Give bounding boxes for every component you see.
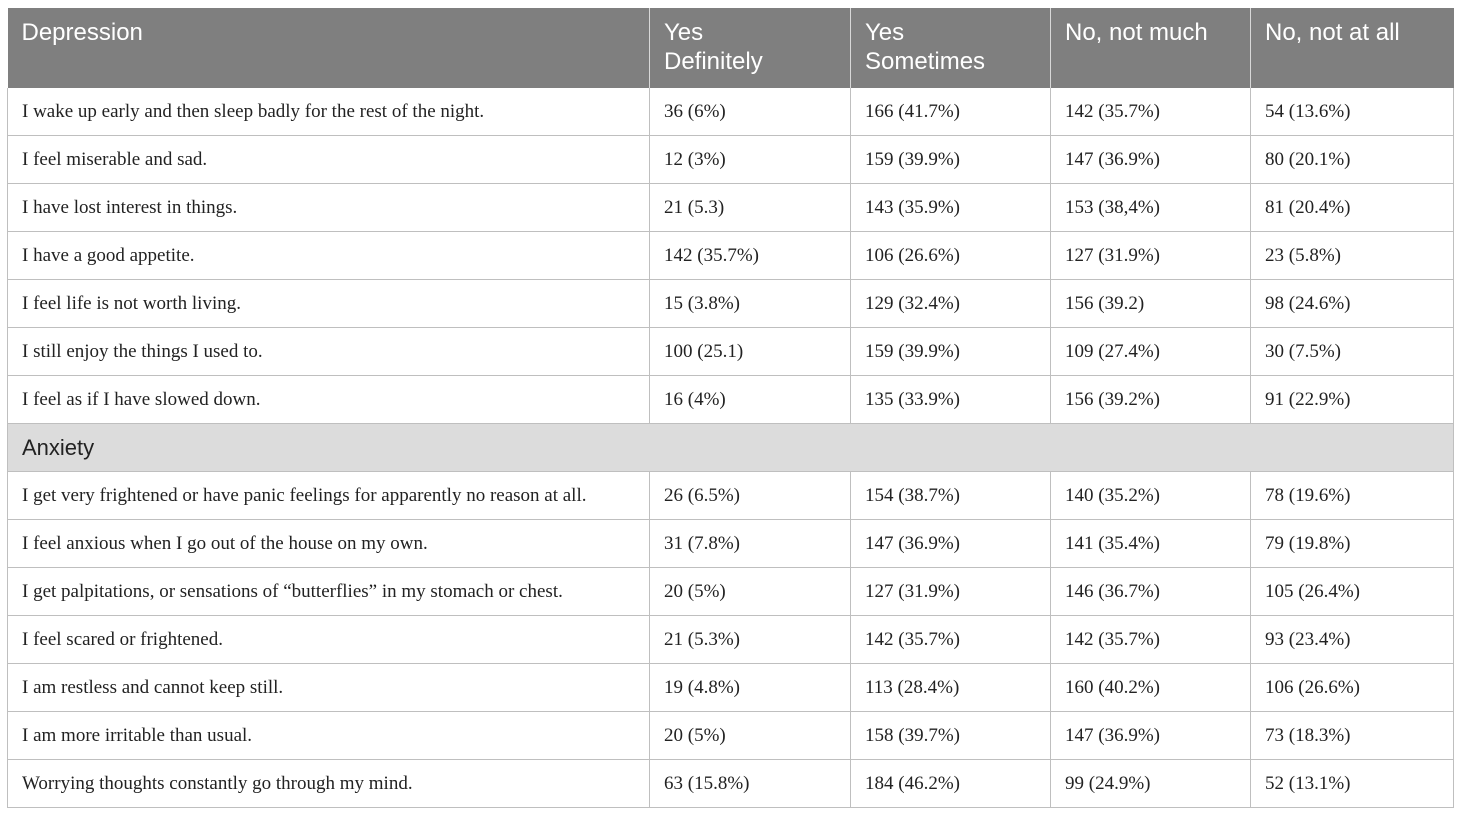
- cell-no-not-at-all: 106 (26.6%): [1251, 664, 1454, 712]
- cell-no-not-at-all: 91 (22.9%): [1251, 376, 1454, 424]
- cell-yes-sometimes: 154 (38.7%): [851, 472, 1051, 520]
- section-label: Anxiety: [8, 424, 1454, 472]
- table-row: [8, 616, 1454, 664]
- header-yes-definitely: Yes Definitely: [650, 8, 851, 88]
- table-row: [8, 88, 1454, 136]
- cell-no-not-at-all: 105 (26.4%): [1251, 568, 1454, 616]
- cell-yes-sometimes: 184 (46.2%): [851, 760, 1051, 808]
- row-statement: I get palpitations, or sensations of “butterflies” in my stomach or chest.: [8, 568, 650, 616]
- row-statement: I am restless and cannot keep still.: [8, 664, 650, 712]
- cell-yes-definitely: 100 (25.1): [650, 328, 851, 376]
- cell-yes-sometimes: 129 (32.4%): [851, 280, 1051, 328]
- cell-yes-definitely: 20 (5%): [650, 712, 851, 760]
- table-row: [8, 184, 1454, 232]
- cell-no-not-much: 109 (27.4%): [1051, 328, 1251, 376]
- cell-yes-definitely: 19 (4.8%): [650, 664, 851, 712]
- cell-no-not-at-all: 80 (20.1%): [1251, 136, 1454, 184]
- row-statement: I still enjoy the things I used to.: [8, 328, 650, 376]
- cell-no-not-much: 156 (39.2%): [1051, 376, 1251, 424]
- header-depression: Depression: [8, 8, 650, 88]
- row-statement: I feel life is not worth living.: [8, 280, 650, 328]
- cell-yes-sometimes: 143 (35.9%): [851, 184, 1051, 232]
- row-statement: I feel anxious when I go out of the house on my own.: [8, 520, 650, 568]
- cell-yes-sometimes: 159 (39.9%): [851, 136, 1051, 184]
- cell-yes-sometimes: 158 (39.7%): [851, 712, 1051, 760]
- survey-table: [7, 8, 1454, 808]
- cell-no-not-at-all: 52 (13.1%): [1251, 760, 1454, 808]
- row-statement: Worrying thoughts constantly go through my mind.: [8, 760, 650, 808]
- cell-no-not-much: 141 (35.4%): [1051, 520, 1251, 568]
- table-row: [8, 280, 1454, 328]
- cell-yes-definitely: 21 (5.3%): [650, 616, 851, 664]
- cell-no-not-much: 146 (36.7%): [1051, 568, 1251, 616]
- cell-no-not-much: 142 (35.7%): [1051, 616, 1251, 664]
- table-row: [8, 136, 1454, 184]
- cell-yes-sometimes: 113 (28.4%): [851, 664, 1051, 712]
- header-yes-sometimes: Yes Sometimes: [851, 8, 1051, 88]
- cell-no-not-much: 153 (38,4%): [1051, 184, 1251, 232]
- cell-yes-definitely: 26 (6.5%): [650, 472, 851, 520]
- cell-no-not-at-all: 93 (23.4%): [1251, 616, 1454, 664]
- table-row: [8, 472, 1454, 520]
- cell-no-not-much: 127 (31.9%): [1051, 232, 1251, 280]
- cell-yes-definitely: 16 (4%): [650, 376, 851, 424]
- cell-no-not-at-all: 73 (18.3%): [1251, 712, 1454, 760]
- survey-table-container: [7, 8, 1453, 808]
- cell-no-not-much: 147 (36.9%): [1051, 136, 1251, 184]
- row-statement: I get very frightened or have panic feelings for apparently no reason at all.: [8, 472, 650, 520]
- row-statement: I feel as if I have slowed down.: [8, 376, 650, 424]
- header-no-not-much: No, not much: [1051, 8, 1251, 88]
- table-row: [8, 232, 1454, 280]
- cell-no-not-much: 160 (40.2%): [1051, 664, 1251, 712]
- cell-no-not-much: 99 (24.9%): [1051, 760, 1251, 808]
- cell-yes-definitely: 12 (3%): [650, 136, 851, 184]
- cell-no-not-at-all: 78 (19.6%): [1251, 472, 1454, 520]
- cell-no-not-at-all: 81 (20.4%): [1251, 184, 1454, 232]
- header-row: [8, 8, 1454, 88]
- cell-no-not-at-all: 79 (19.8%): [1251, 520, 1454, 568]
- cell-yes-definitely: 63 (15.8%): [650, 760, 851, 808]
- cell-yes-sometimes: 127 (31.9%): [851, 568, 1051, 616]
- cell-no-not-much: 142 (35.7%): [1051, 88, 1251, 136]
- cell-no-not-much: 140 (35.2%): [1051, 472, 1251, 520]
- cell-no-not-at-all: 54 (13.6%): [1251, 88, 1454, 136]
- cell-no-not-at-all: 30 (7.5%): [1251, 328, 1454, 376]
- cell-yes-definitely: 31 (7.8%): [650, 520, 851, 568]
- cell-yes-sometimes: 106 (26.6%): [851, 232, 1051, 280]
- header-no-not-at-all: No, not at all: [1251, 8, 1454, 88]
- cell-no-not-much: 147 (36.9%): [1051, 712, 1251, 760]
- cell-yes-sometimes: 159 (39.9%): [851, 328, 1051, 376]
- table-row: [8, 712, 1454, 760]
- section-header-anxiety: [8, 424, 1454, 472]
- cell-no-not-much: 156 (39.2): [1051, 280, 1251, 328]
- table-row: [8, 568, 1454, 616]
- cell-yes-definitely: 15 (3.8%): [650, 280, 851, 328]
- cell-yes-definitely: 21 (5.3): [650, 184, 851, 232]
- cell-yes-sometimes: 166 (41.7%): [851, 88, 1051, 136]
- cell-yes-definitely: 36 (6%): [650, 88, 851, 136]
- row-statement: I have a good appetite.: [8, 232, 650, 280]
- cell-yes-sometimes: 147 (36.9%): [851, 520, 1051, 568]
- cell-yes-definitely: 20 (5%): [650, 568, 851, 616]
- cell-no-not-at-all: 98 (24.6%): [1251, 280, 1454, 328]
- cell-yes-definitely: 142 (35.7%): [650, 232, 851, 280]
- table-row: [8, 328, 1454, 376]
- row-statement: I wake up early and then sleep badly for the rest of the night.: [8, 88, 650, 136]
- row-statement: I am more irritable than usual.: [8, 712, 650, 760]
- table-row: [8, 376, 1454, 424]
- table-row: [8, 520, 1454, 568]
- row-statement: I feel miserable and sad.: [8, 136, 650, 184]
- cell-yes-sometimes: 142 (35.7%): [851, 616, 1051, 664]
- row-statement: I have lost interest in things.: [8, 184, 650, 232]
- cell-no-not-at-all: 23 (5.8%): [1251, 232, 1454, 280]
- row-statement: I feel scared or frightened.: [8, 616, 650, 664]
- table-row: [8, 760, 1454, 808]
- table-row: [8, 664, 1454, 712]
- cell-yes-sometimes: 135 (33.9%): [851, 376, 1051, 424]
